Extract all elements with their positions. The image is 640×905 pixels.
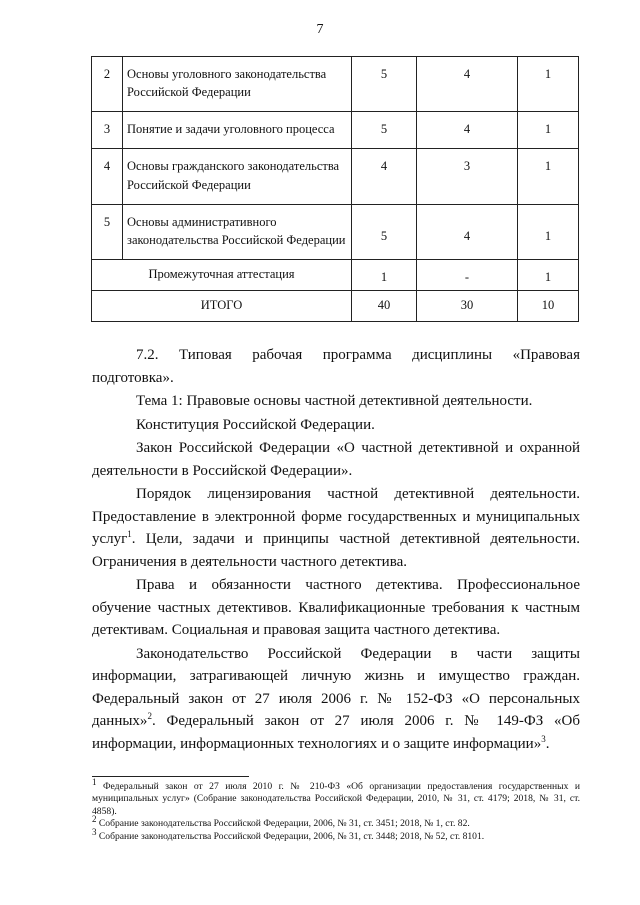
hours-total-cell: 5 <box>352 57 417 112</box>
footnote-text: Федеральный закон от 27 июля 2010 г. № 210-ФЗ «Об организации предоставления государственных и муниципальных услуг» (Собрание законодательства Российской Федерации, 2010, № 31, ст. 4179; 2018, № 31, ст. 4858). <box>92 781 580 817</box>
footnote <box>92 776 580 818</box>
total-row <box>92 291 579 322</box>
paragraph: Права и обязанности частного детектива. Профессиональное обучение частных детективов. Квалификационные требования к частным детективам. Социальная и правовая защита частного детектива. <box>92 577 580 638</box>
hours-table <box>91 56 579 322</box>
hours-practice-cell: 1 <box>518 57 579 112</box>
row-number: 3 <box>92 112 123 149</box>
hours-total-cell: 40 <box>352 291 417 322</box>
row-number: 5 <box>92 204 123 259</box>
hours-lectures-cell: 4 <box>417 204 518 259</box>
hours-lectures-cell: 3 <box>417 149 518 204</box>
row-number: 4 <box>92 149 123 204</box>
paragraph <box>92 643 580 756</box>
paragraph-text: Законодательство Российской Федерации в части защиты информации, затрагивающей личную жизнь и имущество граждан. Федеральный закон от 27 июля 2006 г. № 152-ФЗ «О персональных данных» <box>92 645 580 729</box>
program-text <box>92 344 580 755</box>
footnote-ref: 3 <box>541 733 546 744</box>
footnote <box>92 814 580 830</box>
footnote-mark: 2 <box>92 814 97 825</box>
interim-label: Промежуточная аттестация <box>92 259 352 290</box>
discipline-name: Понятие и задачи уголовного процесса <box>123 112 352 149</box>
table-row <box>92 204 579 259</box>
table-row <box>92 112 579 149</box>
section-heading: 7.2. Типовая рабочая программа дисциплины «Правовая подготовка». <box>92 347 580 386</box>
hours-lectures-cell: 30 <box>417 291 518 322</box>
footnotes <box>92 776 580 843</box>
footnote-text: Собрание законодательства Российской Федерации, 2006, № 31, ст. 3448; 2018, № 52, ст. 8101. <box>96 830 485 842</box>
hours-practice-cell: 1 <box>518 204 579 259</box>
paragraph-text: Порядок лицензирования частной детективной деятельности. Предоставление в электронной форме государственных и муниципальных услуг <box>92 486 580 547</box>
footnote-mark: 1 <box>92 776 97 787</box>
topic-title: Тема 1: Правовые основы частной детективной деятельности. <box>136 393 533 409</box>
total-label: ИТОГО <box>92 291 352 322</box>
paragraph: Конституция Российской Федерации. <box>136 416 375 433</box>
hours-practice-cell: 1 <box>518 112 579 149</box>
table-row <box>92 57 579 112</box>
row-number: 2 <box>92 57 123 112</box>
footnote-mark: 3 <box>92 826 97 837</box>
hours-total-cell: 5 <box>352 204 417 259</box>
footnote <box>92 826 580 843</box>
paragraph: Закон Российской Федерации «О частной детективной и охранной деятельности в Российской Федерации». <box>92 440 580 479</box>
hours-lectures-cell: - <box>417 259 518 290</box>
table-row <box>92 149 579 204</box>
footnote-ref: 1 <box>127 529 132 539</box>
hours-total-cell: 4 <box>352 149 417 204</box>
discipline-name: Основы административного законодательства Российской Федерации <box>123 204 352 259</box>
paragraph-text: . Цели, задачи и принципы частной детективной деятельности. Ограничения в деятельности частного детектива. <box>92 531 580 570</box>
hours-total-cell: 1 <box>352 259 417 290</box>
footnote-ref: 2 <box>147 711 152 721</box>
hours-practice-cell: 10 <box>518 291 579 322</box>
hours-practice-cell: 1 <box>518 259 579 290</box>
discipline-name: Основы уголовного законодательства Российской Федерации <box>123 57 352 112</box>
paragraph <box>92 483 580 573</box>
hours-lectures-cell: 4 <box>417 112 518 149</box>
hours-practice-cell: 1 <box>518 149 579 204</box>
paragraph-text: . <box>545 735 550 752</box>
discipline-name: Основы гражданского законодательства Российской Федерации <box>123 149 352 204</box>
hours-total-cell: 5 <box>352 112 417 149</box>
interim-row <box>92 259 579 290</box>
footnote-divider <box>92 776 249 777</box>
paragraph-text: . Федеральный закон от 27 июля 2006 г. № 149-ФЗ «Об информации, информационных технологиях и о защите информации» <box>92 713 580 752</box>
page-number: 7 <box>316 22 324 37</box>
footnote-text: Собрание законодательства Российской Федерации, 2006, № 31, ст. 3451; 2018, № 1, ст. 82. <box>96 818 470 830</box>
hours-lectures-cell: 4 <box>417 57 518 112</box>
